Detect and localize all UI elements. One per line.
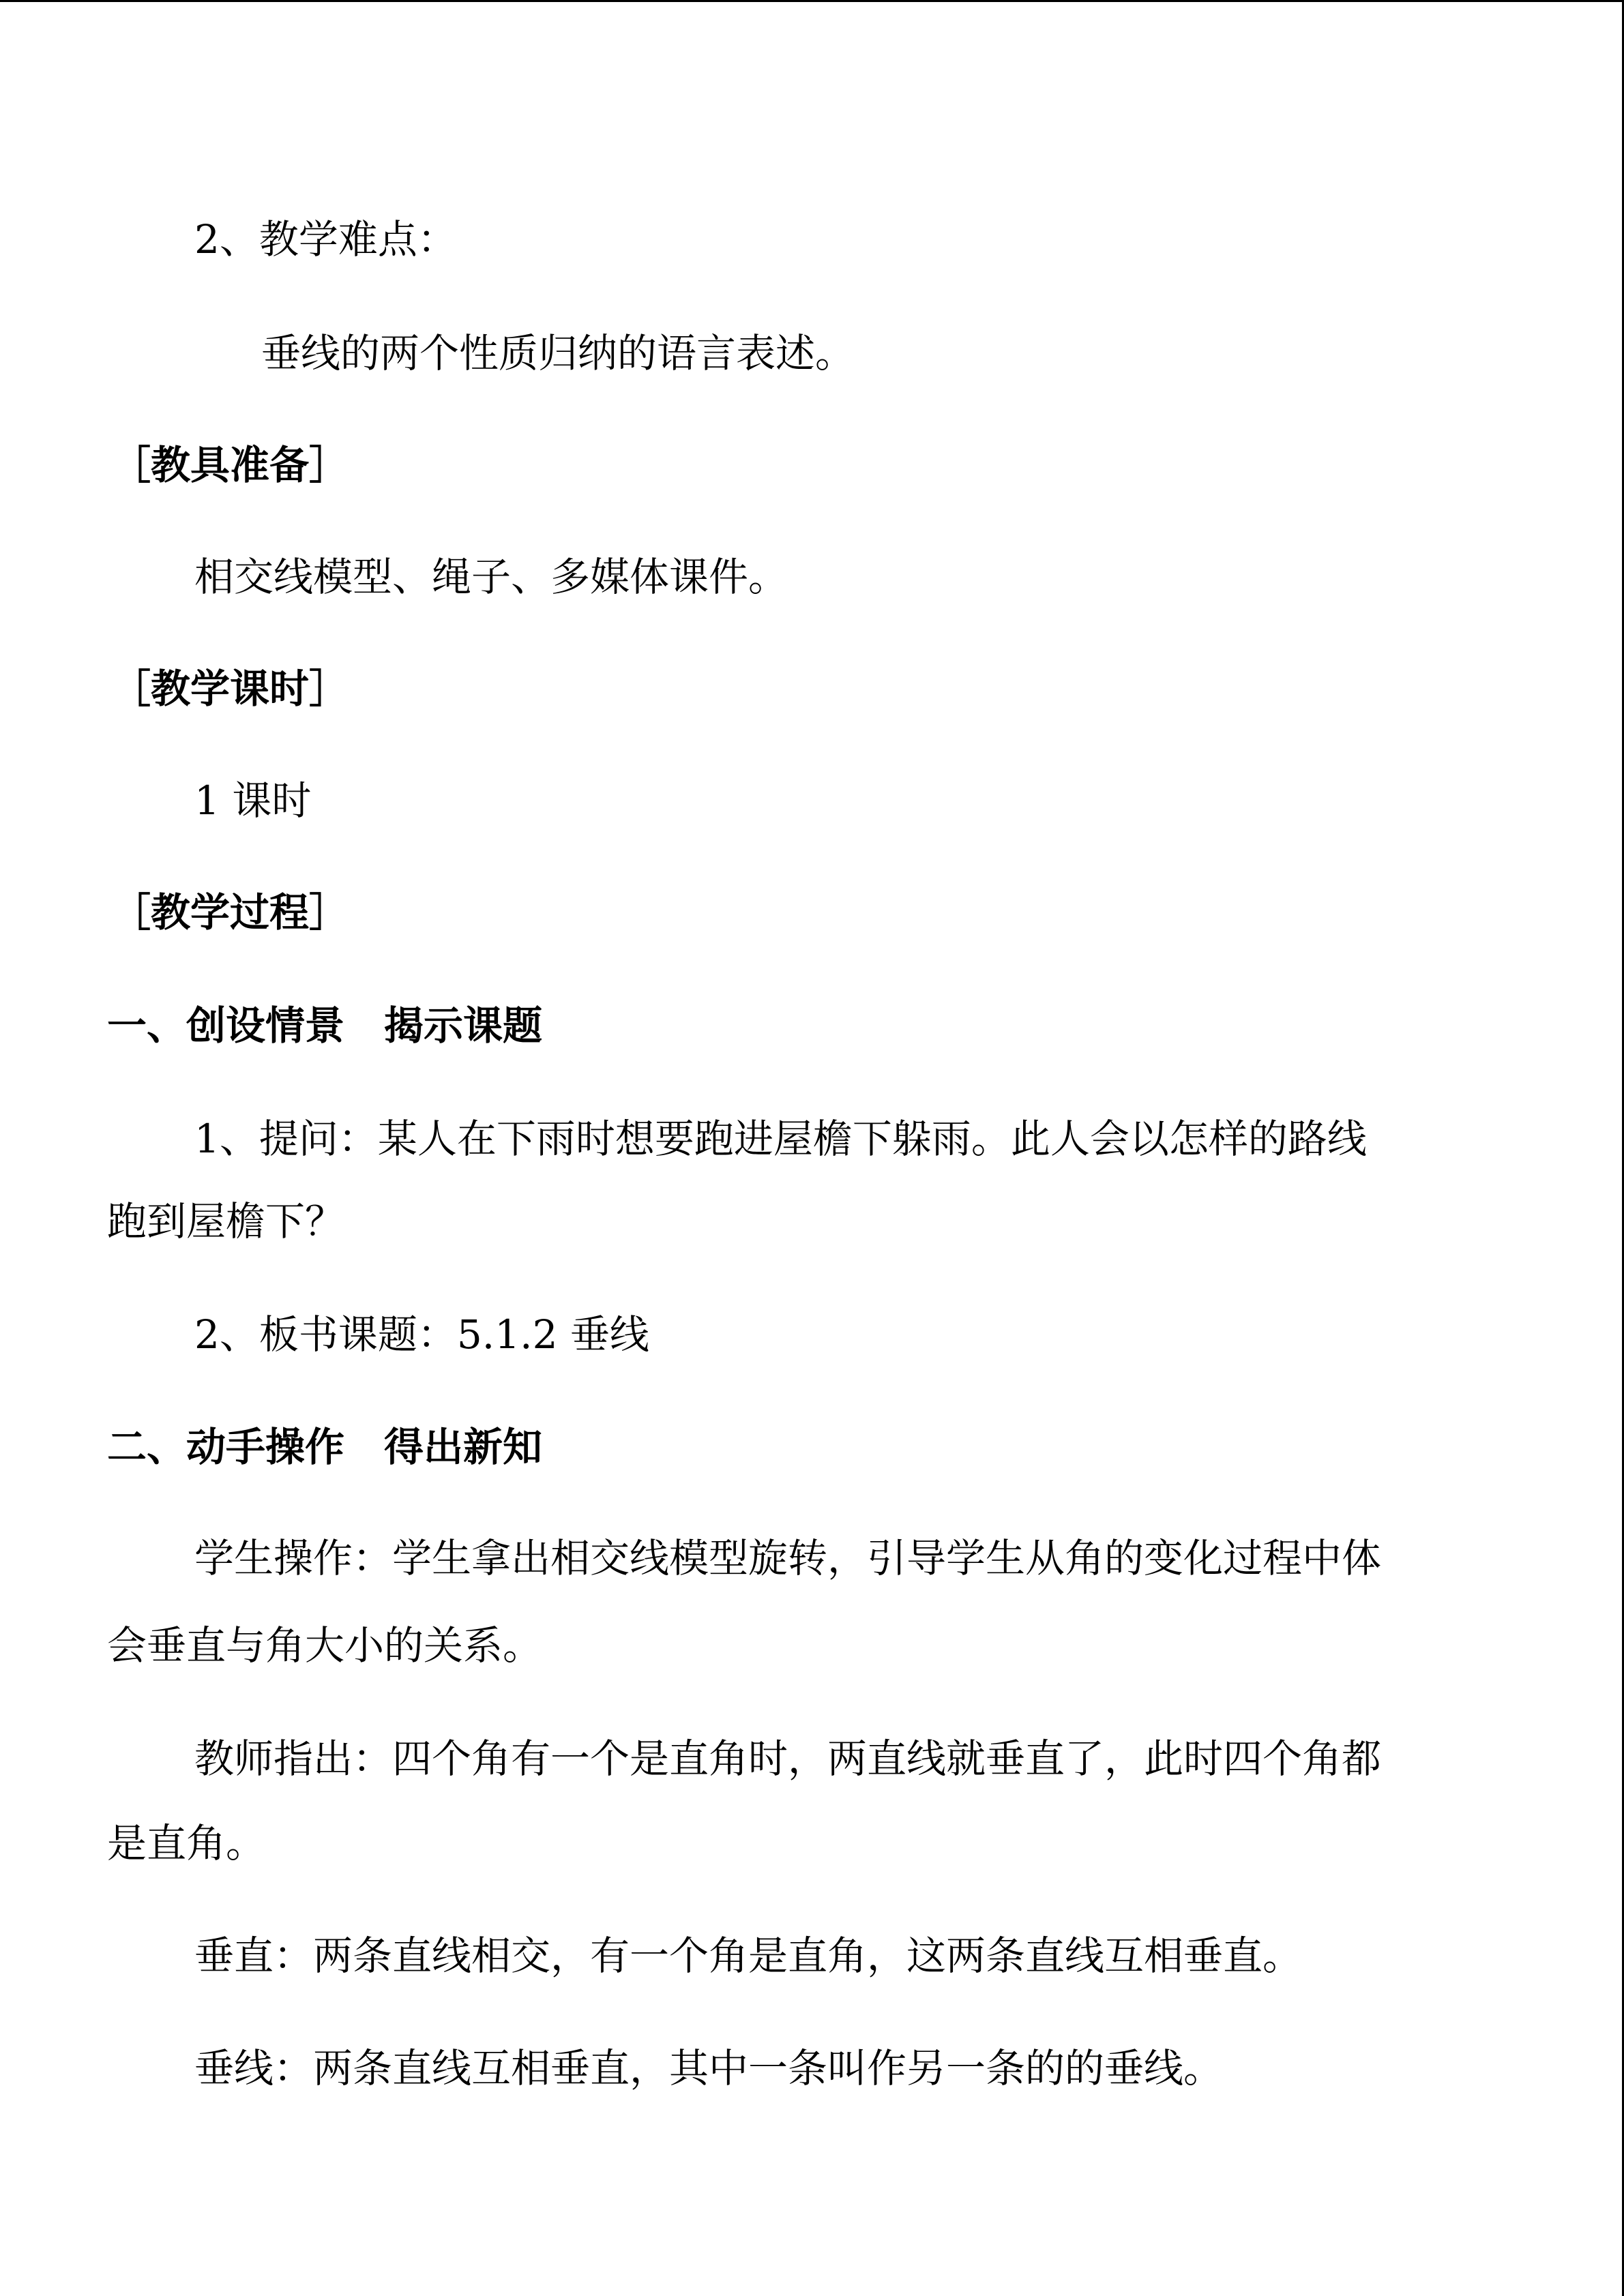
question-paragraph-line1: 1、提问：某人在下雨时想要跑进屋檐下躲雨。此人会以怎样的路线 <box>194 1116 1367 1162</box>
teacher-note-line2: 是直角。 <box>107 1820 266 1866</box>
teacher-note-line1: 教师指出：四个角有一个是直角时，两直线就垂直了，此时四个角都 <box>194 1735 1382 1782</box>
difficulty-text: 垂线的两个性质归纳的语言表述。 <box>261 330 855 376</box>
question-paragraph-line2: 跑到屋檐下？ <box>107 1198 345 1244</box>
difficulty-heading: 2、教学难点： <box>194 216 457 263</box>
section-tools-title: ［教具准备］ <box>111 442 349 488</box>
section-hours-title: ［教学课时］ <box>111 666 349 712</box>
student-operation-line1: 学生操作：学生拿出相交线模型旋转，引导学生从角的变化过程中体 <box>194 1535 1382 1581</box>
tools-text: 相交线模型、绳子、多媒体课件。 <box>194 554 788 600</box>
perpendicular-definition: 垂直：两条直线相交，有一个角是直角，这两条直线互相垂直。 <box>194 1933 1303 1979</box>
part-one-heading: 一、创设情景 揭示课题 <box>107 1002 543 1049</box>
hours-text: 1 课时 <box>194 777 312 824</box>
student-operation-line2: 会垂直与角大小的关系。 <box>107 1622 543 1669</box>
perpendicular-line-definition: 垂线：两条直线互相垂直，其中一条叫作另一条的的垂线。 <box>194 2045 1224 2091</box>
board-title-text: 2、板书课题：5.1.2 垂线 <box>194 1311 649 1358</box>
page-top-border <box>0 0 1624 2</box>
part-two-heading: 二、动手操作 得出新知 <box>107 1424 543 1470</box>
section-process-title: ［教学过程］ <box>111 889 349 936</box>
